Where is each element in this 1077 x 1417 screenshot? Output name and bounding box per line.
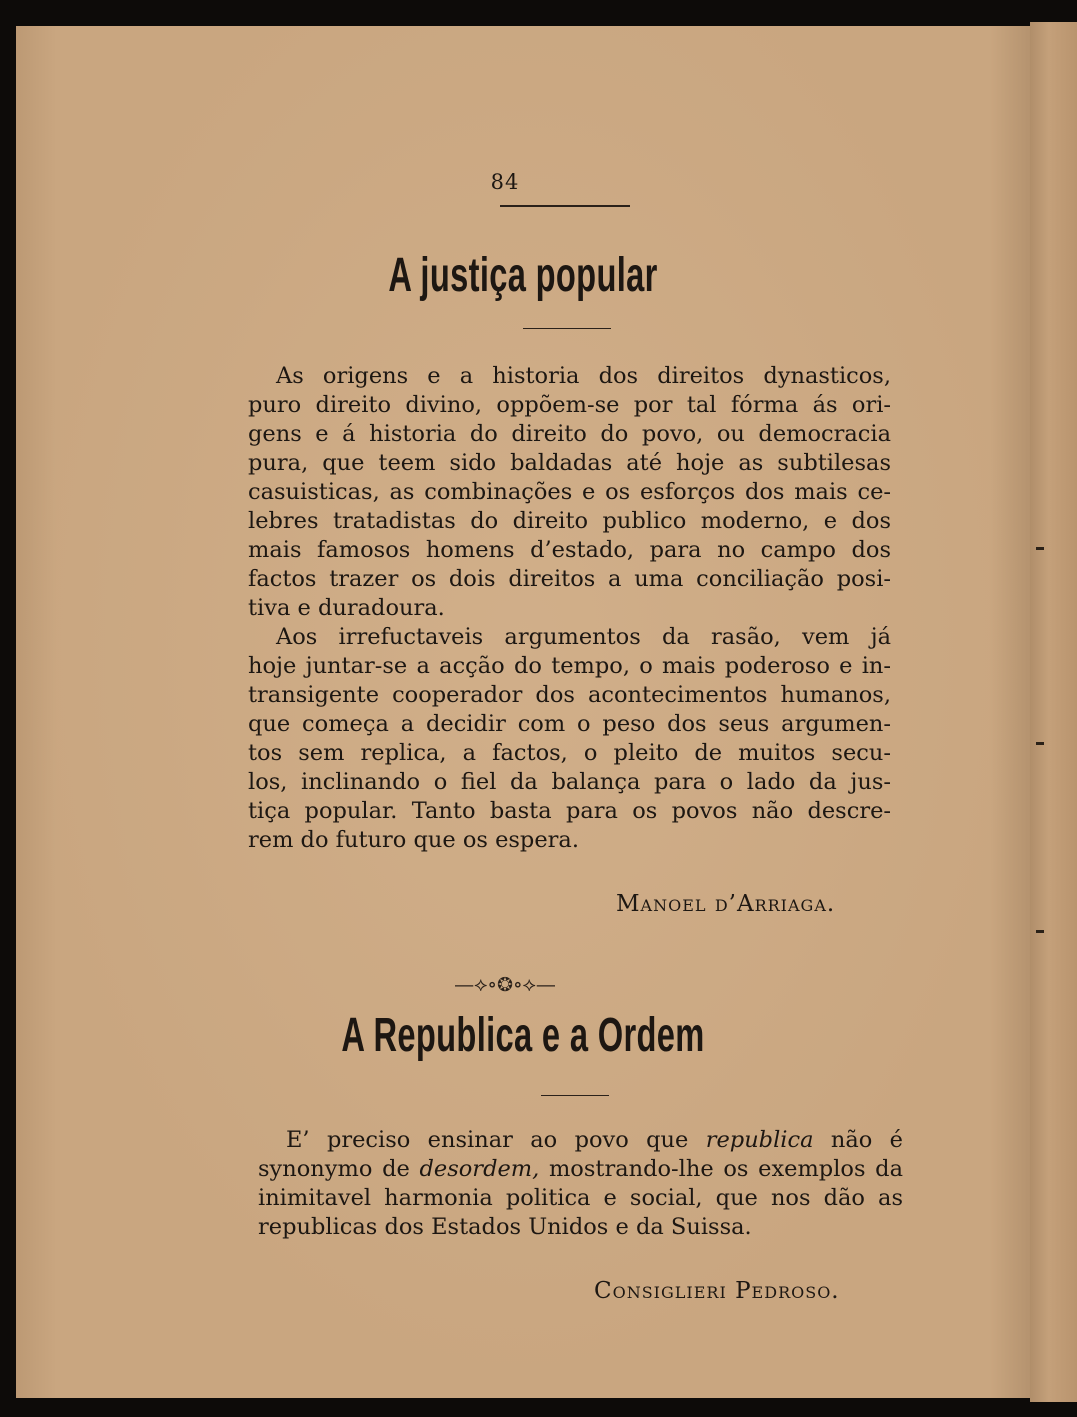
- text-line: pura, que teem sido baldadas até hoje as subtilesas: [248, 450, 891, 476]
- text-line: tos sem replica, a factos, o pleito de muitos secu-: [248, 740, 891, 766]
- text-line: inimitavel harmonia politica e social, que nos dão as: [258, 1185, 903, 1211]
- article-title: A justiça popular: [388, 249, 658, 302]
- title-rule: [541, 1095, 609, 1096]
- article-paragraph: [248, 362, 891, 623]
- text-run: mostrando-lhe os exemplos da: [539, 1156, 903, 1182]
- text-line: mais famosos homens d’estado, para no campo dos: [248, 537, 891, 563]
- article-paragraph: [258, 1126, 903, 1242]
- text-run: synonymo de: [258, 1156, 420, 1182]
- text-line: que começa a decidir com o peso dos seus argumen-: [248, 711, 891, 737]
- author-signature: Manoel d’Arriaga.: [616, 891, 836, 917]
- text-line: puro direito divino, oppõem-se por tal fórma ás ori-: [248, 392, 891, 418]
- text-line: gens e á historia do direito do povo, ou democracia: [248, 421, 891, 447]
- header-rule: [500, 205, 630, 207]
- text-line: los, inclinando o fiel da balança para o lado da jus-: [248, 769, 891, 795]
- article-title: A Republica e a Ordem: [341, 1009, 705, 1062]
- text-line: Aos irrefuctaveis argumentos da rasão, vem já: [276, 624, 891, 650]
- text-line: rem do futuro que os espera.: [248, 827, 579, 853]
- text-run: E’ preciso ensinar ao povo que: [286, 1127, 706, 1153]
- text-line: transigente cooperador dos acontecimentos humanos,: [248, 682, 891, 708]
- page-edge-mark: [1036, 547, 1044, 550]
- author-signature: Consiglieri Pedroso.: [594, 1278, 840, 1304]
- section-ornament: —⟡∘❂∘⟡—: [454, 972, 556, 996]
- text-line: tiça popular. Tanto basta para os povos não descre-: [248, 798, 891, 824]
- book-page: [16, 26, 1030, 1398]
- text-line: [258, 1155, 903, 1184]
- page-number: 84: [490, 170, 520, 194]
- page-edge-mark: [1036, 742, 1044, 745]
- adjacent-page-edge: [1030, 22, 1077, 1402]
- text-line: factos trazer os dois direitos a uma conciliação posi-: [248, 566, 891, 592]
- text-line: hoje juntar-se a acção do tempo, o mais poderoso e in-: [248, 653, 891, 679]
- text-line: casuisticas, as combinações e os esforços dos mais ce-: [248, 479, 891, 505]
- text-line: lebres tratadistas do direito publico moderno, e dos: [248, 508, 891, 534]
- article-paragraph: [248, 623, 891, 855]
- text-line: republicas dos Estados Unidos e da Suissa.: [258, 1214, 752, 1240]
- emphasis-text: desordem,: [419, 1156, 540, 1182]
- text-run: não é: [813, 1127, 903, 1153]
- page-edge-mark: [1036, 930, 1044, 933]
- title-rule: [523, 328, 611, 329]
- text-line: As origens e a historia dos direitos dynasticos,: [276, 363, 891, 389]
- text-line: [258, 1126, 903, 1155]
- text-line: tiva e duradoura.: [248, 595, 445, 621]
- emphasis-text: republica: [705, 1127, 814, 1153]
